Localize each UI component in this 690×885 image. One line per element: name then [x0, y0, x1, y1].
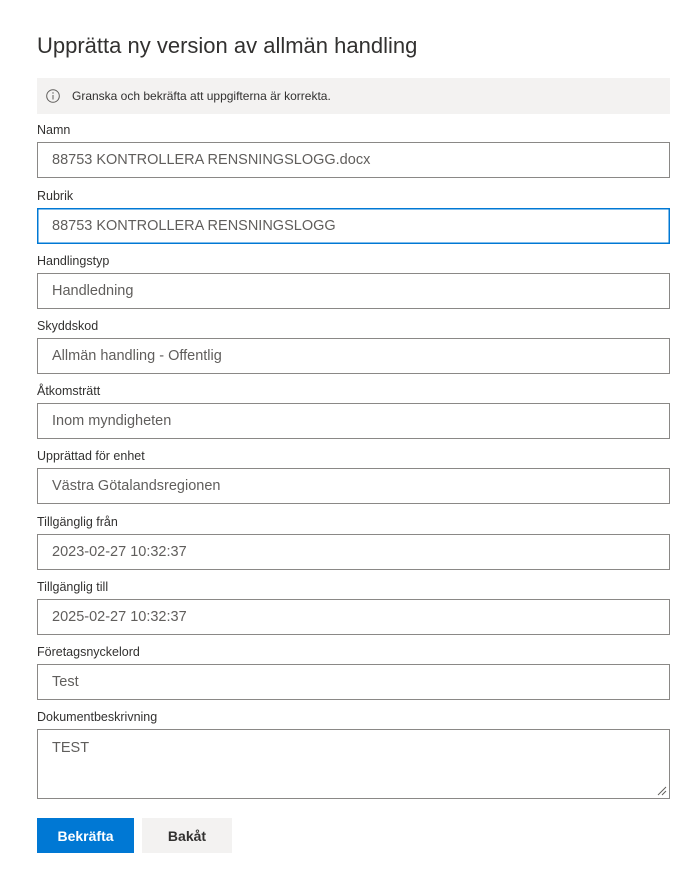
field-label-atkomstratt: Åtkomsträtt [37, 384, 101, 398]
field-label-handlingstyp: Handlingstyp [37, 254, 110, 268]
dokumentbeskrivning-text: TEST [52, 740, 90, 756]
field-dokumentbeskrivning [37, 708, 670, 799]
field-label-rubrik: Rubrik [37, 189, 74, 203]
tillganglig-till-input[interactable]: 2025-02-27 10:32:37 [37, 599, 670, 635]
field-label-namn: Namn [37, 123, 71, 137]
field-tillganglig-fran [37, 513, 670, 570]
field-handlingstyp [37, 252, 670, 309]
field-atkomstratt [37, 382, 670, 439]
info-icon [46, 89, 60, 103]
rubrik-input[interactable]: 88753 KONTROLLERA RENSNINGSLOGG [37, 208, 670, 244]
field-skyddskod [37, 317, 670, 374]
resize-handle-icon[interactable] [657, 786, 667, 796]
field-upprattad-for-enhet [37, 447, 670, 504]
action-buttons [37, 818, 232, 853]
handlingstyp-input[interactable]: Handledning [37, 273, 670, 309]
atkomstratt-input[interactable]: Inom myndigheten [37, 403, 670, 439]
dialog [37, 0, 670, 844]
field-label-foretagsnyckelord: Företagsnyckelord [37, 645, 140, 659]
info-message-bar [37, 78, 670, 114]
dialog-title: Upprätta ny version av allmän handling [37, 33, 418, 58]
upprattad-for-enhet-input[interactable]: Västra Götalandsregionen [37, 468, 670, 504]
foretagsnyckelord-input[interactable]: Test [37, 664, 670, 700]
field-label-tillganglig-fran: Tillgänglig från [37, 515, 118, 529]
namn-input[interactable]: 88753 KONTROLLERA RENSNINGSLOGG.docx [37, 142, 670, 178]
back-button[interactable]: Bakåt [142, 818, 232, 853]
field-label-dokumentbeskrivning: Dokumentbeskrivning [37, 710, 158, 724]
field-rubrik [37, 187, 670, 244]
field-label-tillganglig-till: Tillgänglig till [37, 580, 109, 594]
info-message-text: Granska och bekräfta att uppgifterna är korrekta. [72, 89, 331, 103]
tillganglig-fran-input[interactable]: 2023-02-27 10:32:37 [37, 534, 670, 570]
field-namn [37, 121, 670, 178]
field-label-upprattad-for-enhet: Upprättad för enhet [37, 449, 145, 463]
field-tillganglig-till [37, 578, 670, 635]
field-label-skyddskod: Skyddskod [37, 319, 99, 333]
confirm-button[interactable]: Bekräfta [37, 818, 134, 853]
dokumentbeskrivning-textarea[interactable] [37, 729, 670, 799]
skyddskod-input[interactable]: Allmän handling - Offentlig [37, 338, 670, 374]
field-foretagsnyckelord [37, 643, 670, 700]
